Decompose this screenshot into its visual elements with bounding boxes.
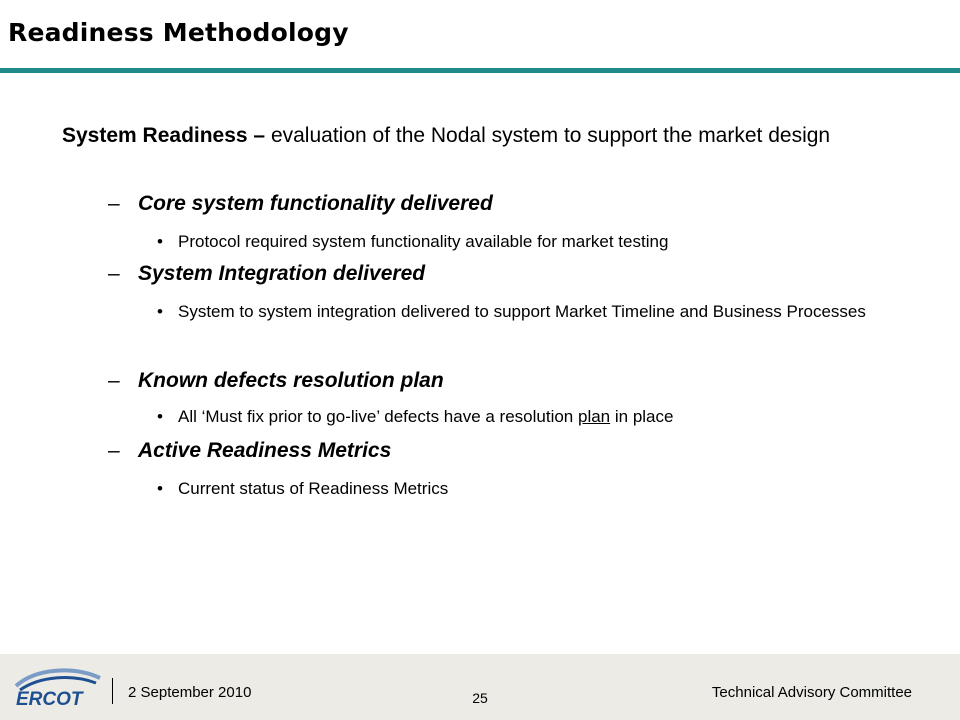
title-underline-rule: [0, 68, 960, 73]
sub-heading-text: Active Readiness Metrics: [138, 439, 392, 462]
sub-heading-known-defects: [108, 367, 444, 395]
ercot-logo: [10, 666, 106, 715]
slide-footer: [0, 654, 960, 720]
bullet-marker: •: [157, 479, 163, 498]
bullet-readiness-metrics: [157, 476, 918, 502]
bullet-text-start: All ‘Must fix prior to go-live’ defects have a resolution: [178, 407, 578, 426]
sub-heading-readiness-metrics: [108, 437, 391, 465]
underlined-word: plan: [578, 407, 611, 426]
footer-committee: Technical Advisory Committee: [711, 684, 912, 701]
bullet-system-integration: [157, 299, 918, 325]
main-point-text: evaluation of the Nodal system to support the market design: [265, 124, 831, 147]
footer-divider: [112, 678, 113, 704]
ercot-logo-graphic: [10, 666, 106, 710]
sub-heading-text: System Integration delivered: [138, 262, 426, 285]
bullet-marker: •: [157, 302, 163, 321]
dash-marker: –: [108, 262, 120, 285]
sub-heading-text: Core system functionality delivered: [138, 192, 493, 215]
bullet-text: System to system integration delivered to support Market Timeline and Business Processes: [178, 302, 866, 321]
main-point: [62, 120, 932, 151]
bullet-text: Protocol required system functionality available for market testing: [178, 232, 669, 251]
footer-date: 2 September 2010: [128, 684, 252, 701]
sub-heading-system-integration: [108, 260, 425, 288]
dash-marker: –: [108, 439, 120, 462]
bullet-core-functionality: [157, 229, 918, 255]
sub-heading-text: Known defects resolution plan: [138, 369, 444, 392]
main-point-lead: System Readiness –: [62, 124, 266, 147]
page-number: 25: [472, 690, 488, 706]
bullet-known-defects: [157, 404, 918, 430]
bullet-text-end: in place: [610, 407, 674, 426]
bullet-marker: •: [157, 407, 163, 426]
bullet-text: Current status of Readiness Metrics: [178, 479, 449, 498]
bullet-marker: •: [157, 232, 163, 251]
slide-title: Readiness Methodology: [8, 18, 349, 47]
dash-marker: –: [108, 369, 120, 392]
dash-marker: –: [108, 192, 120, 215]
sub-heading-core-functionality: [108, 190, 493, 218]
ercot-logo-wordmark: ERCOT: [16, 689, 83, 710]
